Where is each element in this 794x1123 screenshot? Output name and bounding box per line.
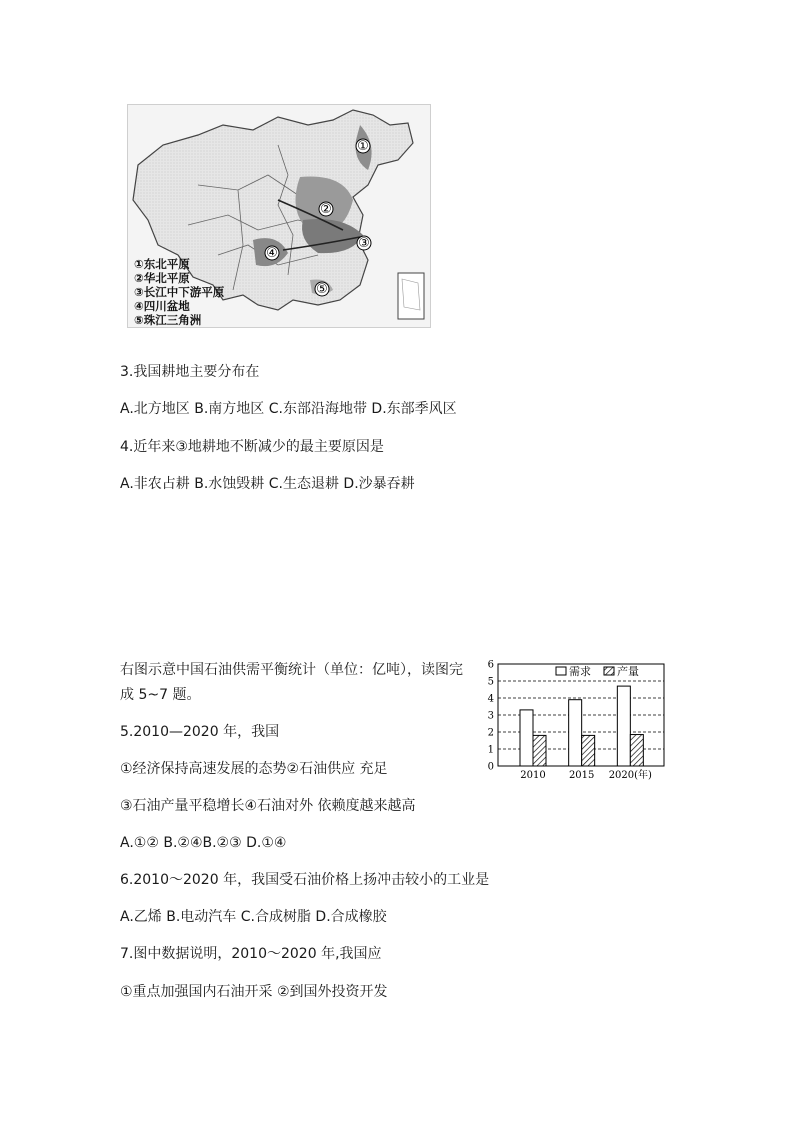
legend-swatch-production	[604, 667, 614, 675]
question-5-options: A.①② B.②④B.②③ D.①④	[120, 835, 287, 851]
bar-production	[533, 735, 546, 766]
map-legend-item: ③长江中下游平原	[134, 285, 225, 299]
marker-4-label: ④	[266, 246, 278, 261]
y-tick-label: 4	[487, 693, 494, 705]
chart-svg	[486, 658, 670, 780]
bar-demand	[617, 686, 630, 766]
x-tick-label: 2015	[568, 770, 595, 780]
marker-2-label: ②	[320, 202, 332, 217]
chart-intro-line-1: 右图示意中国石油供需平衡统计（单位：亿吨），读图完	[120, 662, 463, 678]
oil-supply-demand-chart	[486, 658, 670, 780]
question-4-options: A.非农占耕 B.水蚀毁耕 C.生态退耕 D.沙暴吞耕	[120, 476, 415, 492]
question-3-options: A.北方地区 B.南方地区 C.东部沿海地带 D.东部季风区	[120, 401, 457, 417]
x-tick-label: 2020(年)	[608, 770, 652, 780]
bar-demand	[520, 710, 533, 766]
question-4-stem: 4.近年来③地耕地不断减少的最主要原因是	[120, 439, 384, 455]
china-map-figure	[127, 104, 431, 328]
legend-swatch-demand	[556, 667, 566, 675]
question-7-stem: 7.图中数据说明，2010～2020 年,我国应	[120, 946, 382, 962]
map-legend-item: ②华北平原	[134, 271, 190, 285]
question-6-options: A.乙烯 B.电动汽车 C.合成树脂 D.合成橡胶	[120, 909, 387, 925]
y-tick-label: 2	[487, 727, 494, 739]
map-legend-item: ①东北平原	[134, 257, 190, 271]
y-tick-label: 3	[487, 710, 494, 722]
marker-5-label: ⑤	[316, 282, 328, 297]
question-6-stem: 6.2010～2020 年，我国受石油价格上扬冲击较小的工业是	[120, 872, 490, 888]
question-7-line-1: ①重点加强国内石油开采 ②到国外投资开发	[120, 984, 388, 1000]
bar-production	[582, 735, 595, 766]
y-tick-label: 0	[487, 761, 494, 773]
question-3-stem: 3.我国耕地主要分布在	[120, 364, 260, 380]
map-legend-item: ⑤珠江三角洲	[134, 313, 202, 327]
question-5-stem: 5.2010—2020 年，我国	[120, 724, 280, 740]
y-tick-label: 6	[487, 659, 494, 671]
y-tick-label: 1	[487, 744, 494, 756]
chart-intro-line-2: 成 5~7 题。	[120, 687, 201, 703]
question-5-line-2: ③石油产量平稳增长④石油对外 依赖度越来越高	[120, 798, 416, 814]
marker-3-label: ③	[358, 236, 370, 251]
map-legend-item: ④四川盆地	[134, 299, 190, 313]
legend-label-production: 产量	[617, 665, 639, 678]
marker-1-label: ①	[357, 139, 369, 154]
bar-production	[630, 735, 643, 766]
bar-demand	[569, 700, 582, 766]
question-5-line-1: ①经济保持高速发展的态势②石油供应 充足	[120, 761, 388, 777]
legend-label-demand: 需求	[569, 665, 591, 678]
y-tick-label: 5	[487, 676, 494, 688]
x-tick-label: 2010	[520, 770, 546, 780]
